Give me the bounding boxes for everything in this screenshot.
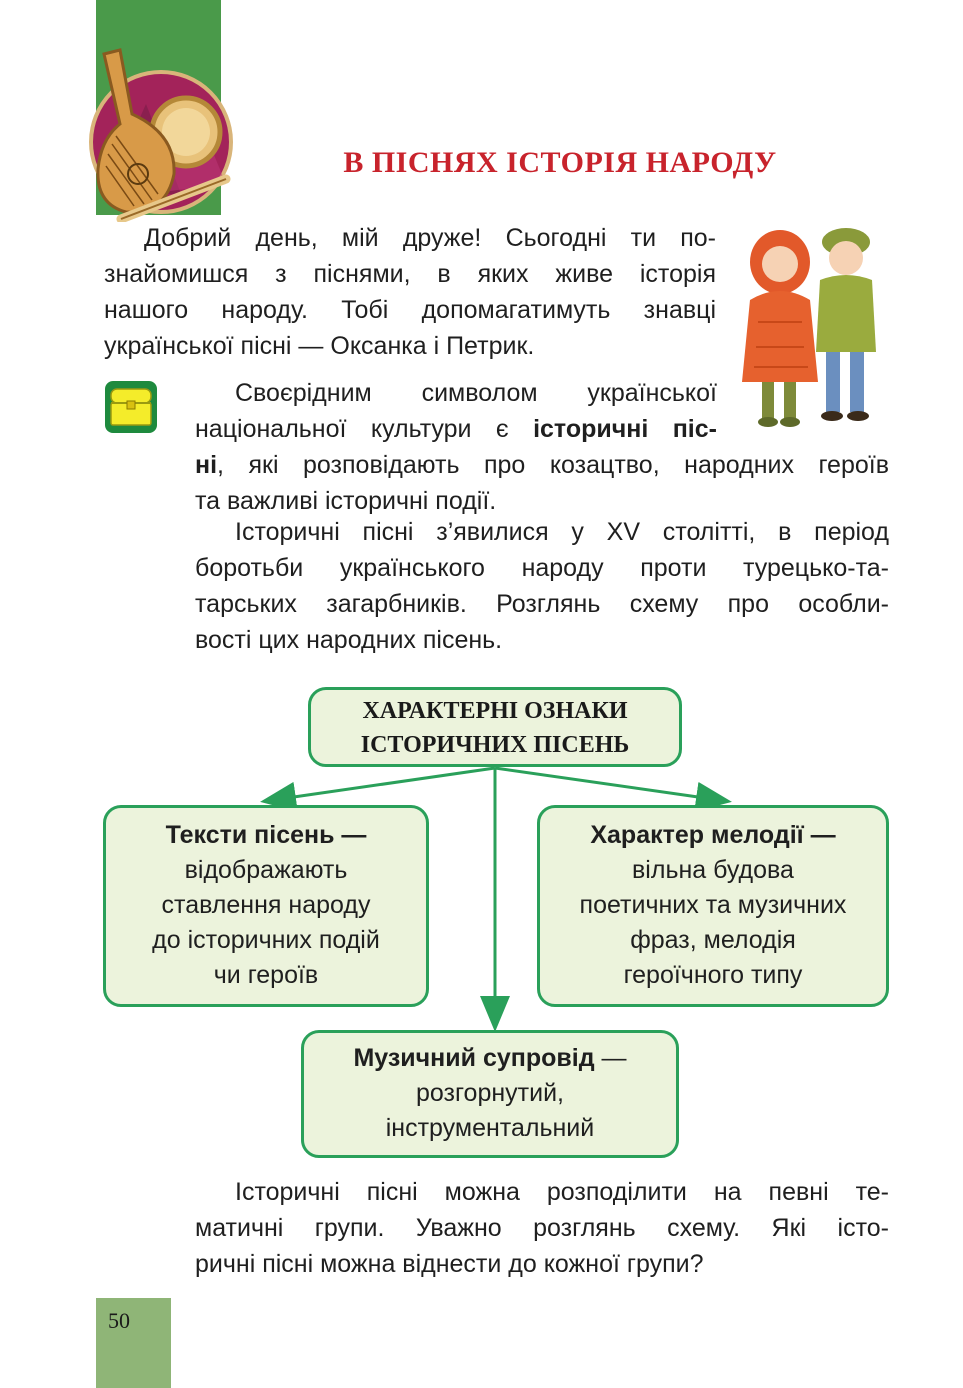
- paragraph-line: боротьби українського народу проти турецько-та-: [195, 554, 889, 582]
- intro-line: української пісні — Оксанка і Петрик.: [104, 332, 535, 360]
- paragraph-line: ричні пісні можна віднести до кожної групи?: [195, 1250, 704, 1278]
- intro-line: нашого народу. Тобі допомагатимуть знавці: [104, 296, 716, 324]
- intro-line: знайомишся з піснями, в яких живе історія: [104, 260, 716, 288]
- bandura-emblem-icon: [86, 44, 236, 222]
- children-illustration: [738, 212, 888, 440]
- page-number: 50: [108, 1308, 130, 1333]
- box-line: чи героїв: [213, 961, 319, 989]
- paragraph-line: Історичні пісні з’явилися у XV столітті, в період: [235, 518, 889, 546]
- intro-paragraph: [104, 220, 716, 364]
- paragraph-line: Своєрідним символом української: [235, 379, 717, 407]
- arrow-left: [266, 768, 495, 801]
- diagram-box-accompaniment: [301, 1030, 679, 1158]
- paragraph-line: Історичні пісні можна розподілити на певні те-: [235, 1178, 889, 1206]
- diagram-box-melody: [537, 805, 889, 1007]
- bold-term: ні: [195, 451, 218, 479]
- paragraph-line: [195, 447, 889, 483]
- box-line: до історичних подій: [152, 926, 380, 954]
- diagram-head-line: ХАРАКТЕРНІ ОЗНАКИ: [362, 698, 628, 724]
- box-line: ставлення народу: [161, 891, 371, 919]
- box-line: поетичних та музичних: [579, 891, 847, 919]
- paragraph-xv-century: [195, 514, 889, 658]
- box-heading: Характер мелодії —: [590, 821, 836, 849]
- box-heading: Музичний супровід: [353, 1044, 595, 1072]
- paragraph-thematic-groups: [195, 1174, 889, 1282]
- paragraph-line: тарських загарбників. Розглянь схему про особли-: [195, 590, 889, 618]
- box-heading: Тексти пісень —: [165, 821, 367, 849]
- box-line: вільна будова: [632, 856, 794, 884]
- paragraph-line: та важливі історичні події.: [195, 487, 497, 515]
- treasure-chest-icon: [105, 381, 157, 433]
- box-line: розгорнутий,: [416, 1079, 564, 1107]
- box-heading-dash: —: [594, 1044, 627, 1072]
- box-line: фраз, мелодія: [630, 926, 796, 954]
- paragraph-line: [195, 411, 717, 447]
- box-line: відображають: [184, 856, 348, 884]
- box-line: героїчного типу: [623, 961, 803, 989]
- paragraph-line: вості цих народних пісень.: [195, 626, 503, 654]
- box-heading-row: [304, 1041, 676, 1076]
- text-segment: , які розповідають про козацтво, народних героїв: [217, 451, 889, 479]
- page-title: В ПІСНЯХ ІСТОРІЯ НАРОДУ: [343, 146, 777, 179]
- intro-line: Добрий день, мій друже! Сьогодні ти по-: [144, 224, 716, 252]
- paragraph-historical-songs-cont: [195, 447, 889, 519]
- paragraph-historical-songs: [195, 375, 717, 447]
- diagram-head-box: [308, 687, 682, 767]
- diagram-head-line: ІСТОРИЧНИХ ПІСЕНЬ: [360, 732, 630, 758]
- text-segment: національної культури є: [195, 415, 534, 443]
- arrow-right: [495, 768, 726, 801]
- bold-term: історичні піс-: [533, 415, 717, 443]
- diagram-box-texts: [103, 805, 429, 1007]
- box-line: інструментальний: [385, 1114, 595, 1142]
- paragraph-line: матичні групи. Уважно розглянь схему. Які істо-: [195, 1214, 889, 1242]
